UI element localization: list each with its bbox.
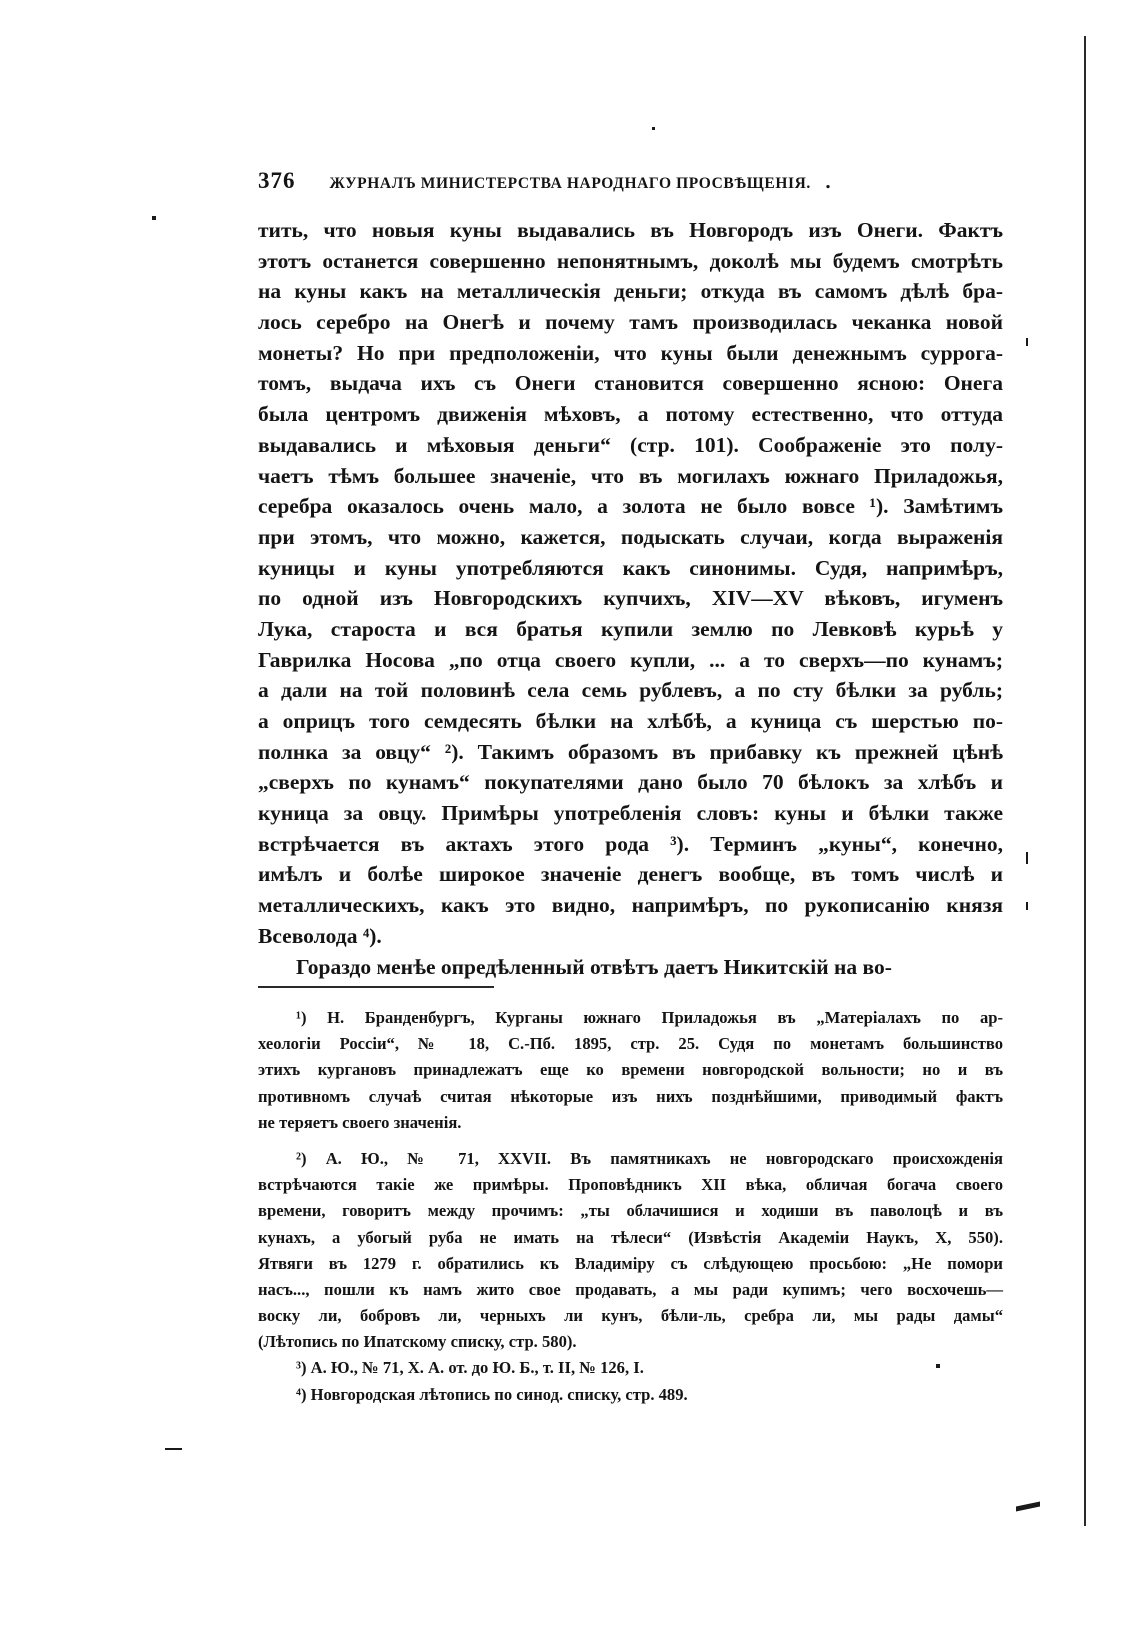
text-line-paragraph-start: Гораздо менѣе опредѣленный отвѣтъ даетъ Никитскій на во- [296,954,892,979]
text-line: тить, что новыя куны выдавались въ Новгородъ изъ Онеги. Фактъ [258,218,1003,242]
footnote-1-line: хеологіи Россіи“, № 18, С.-Пб. 1895, стр. 25. Судя по монетамъ большинство [258,1034,1003,1054]
scan-speck [1026,852,1028,864]
text-line: куница за овцу. Примѣры употребленія словъ: куны и бѣлки также [258,801,1003,826]
text-line: чаетъ тѣмъ большее значеніе, что въ могилахъ южнаго Приладожья, [258,463,1003,488]
text-line: металлическихъ, какъ это видно, напримѣръ, по рукописанію князя [258,893,1003,918]
text-line: была центромъ движенія мѣховъ, а потому естественно, что оттуда [258,402,1003,427]
footnote-2-line: воску ли, бобровъ ли, черныхъ ли кунъ, бѣли-ль, сребра ли, мы рады дамы“ [258,1306,1003,1326]
footnotes [258,1005,1003,1408]
running-title: ЖУРНАЛЪ МИНИСТЕРСТВА НАРОДНАГО ПРОСВѢЩЕНІЯ. [329,175,811,192]
page-header [258,168,948,204]
text-line: лось серебро на Онегѣ и почему тамъ производилась чеканка новой [258,310,1003,335]
scan-speck [1026,902,1028,910]
text-line: этотъ останется совершенно непонятнымъ, доколѣ мы будемъ смотрѣть [258,248,1003,273]
page-number: 376 [258,168,296,193]
text-line: при этомъ, что можно, кажется, подыскать случаи, когда выраженія [258,524,1003,549]
text-line: на куны какъ на металлическія деньги; откуда въ самомъ дѣлѣ бра- [258,279,1003,304]
text-line: а оприцъ того семдесять бѣлки на хлѣбѣ, а куница съ шерстью по- [258,709,1003,733]
text-line: имѣлъ и болѣе широкое значеніе денегъ вообще, въ томъ числѣ и [258,862,1003,887]
footnote-2-line: Ятвяги въ 1279 г. обратились къ Владиміру съ слѣдующею просьбою: „Не помори [258,1253,1003,1273]
footnote-2-line: насъ..., пошли къ намъ жито свое продавать, а мы ради купимъ; чего восхочешь— [258,1279,1003,1299]
text-line: куницы и куны употребляются какъ синонимы. Судя, напримѣръ, [258,555,1003,580]
footnote-4-line: ⁴) Новгородская лѣтопись по синод. списку, стр. 489. [296,1384,688,1404]
footnote-1-line: не теряетъ своего значенія. [258,1112,462,1132]
footnote-separator [258,986,494,988]
text-line: серебра оказалось очень мало, а золота не было вовсе ¹). Замѣтимъ [258,494,1003,519]
footnote-2-line: ²) А. Ю., № 71, XXVII. Въ памятникахъ не новгородскаго происхожденія [296,1148,1003,1168]
header-trailing-dot: . [824,172,832,193]
footnote-2-line: времени, говоритъ между прочимъ: „ты облачишися и ходиши въ паволоцѣ и въ [258,1201,1003,1221]
footnote-1-line: противномъ случаѣ считая нѣкоторые изъ нихъ позднѣйшими, приводимый фактъ [258,1086,1003,1106]
text-line: „сверхъ по кунамъ“ покупателями дано было 70 бѣлокъ за хлѣбъ и [258,770,1003,795]
text-line: Лука, староста и вся братья купили землю по Левковѣ курьѣ у [258,616,1003,641]
scan-speck [152,216,156,220]
text-line: встрѣчается въ актахъ этого рода ³). Терминъ „куны“, конечно, [258,831,1003,856]
text-line: полнка за овцу“ ²). Такимъ образомъ въ прибавку къ прежней цѣнѣ [258,739,1003,764]
scan-speck [1026,338,1028,346]
main-text [258,215,1003,982]
scan-edge-line [1084,36,1086,1526]
scan-corner-mark [1016,1501,1040,1511]
footnote-2-line: (Лѣтопись по Ипатскому списку, стр. 580). [258,1332,577,1352]
footnote-2-line: встрѣчаются такіе же примѣры. Проповѣдникъ XII вѣка, обличая богача своего [258,1175,1003,1195]
text-line: Гаврилка Носова „по отца своего купли, ... а то сверхъ—по кунамъ; [258,647,1003,672]
footnote-2-line: кунахъ, а убогый руба не имать на тѣлеси“ (Извѣстія Академіи Наукъ, X, 550). [258,1227,1003,1247]
text-line: томъ, выдача ихъ съ Онеги становится совершенно ясною: Онега [258,371,1003,396]
text-line: а дали на той половинѣ села семь рублевъ, а по сту бѣлки за рубль; [258,678,1003,703]
scan-speck [652,127,655,130]
text-line: монеты? Но при предположеніи, что куны были денежнымъ суррога- [258,340,1003,365]
footnote-1-line: этихъ кургановъ принадлежатъ еще ко времени новгородской вольности; но и въ [258,1060,1003,1080]
text-line: выдавались и мѣховыя деньги“ (стр. 101). Соображеніе это полу- [258,432,1003,457]
footnote-3-line: ³) А. Ю., № 71, X. А. от. до Ю. Б., т. II, № 126, I. [296,1358,644,1378]
scan-dash [165,1448,182,1450]
footnote-1-line: ¹) Н. Бранденбургъ, Курганы южнаго Приладожья въ „Матеріалахъ по ар- [296,1008,1003,1027]
text-line: по одной изъ Новгородскихъ купчихъ, XIV—XV вѣковъ, игуменъ [258,586,1003,611]
text-line: Всеволода ⁴). [258,923,382,948]
